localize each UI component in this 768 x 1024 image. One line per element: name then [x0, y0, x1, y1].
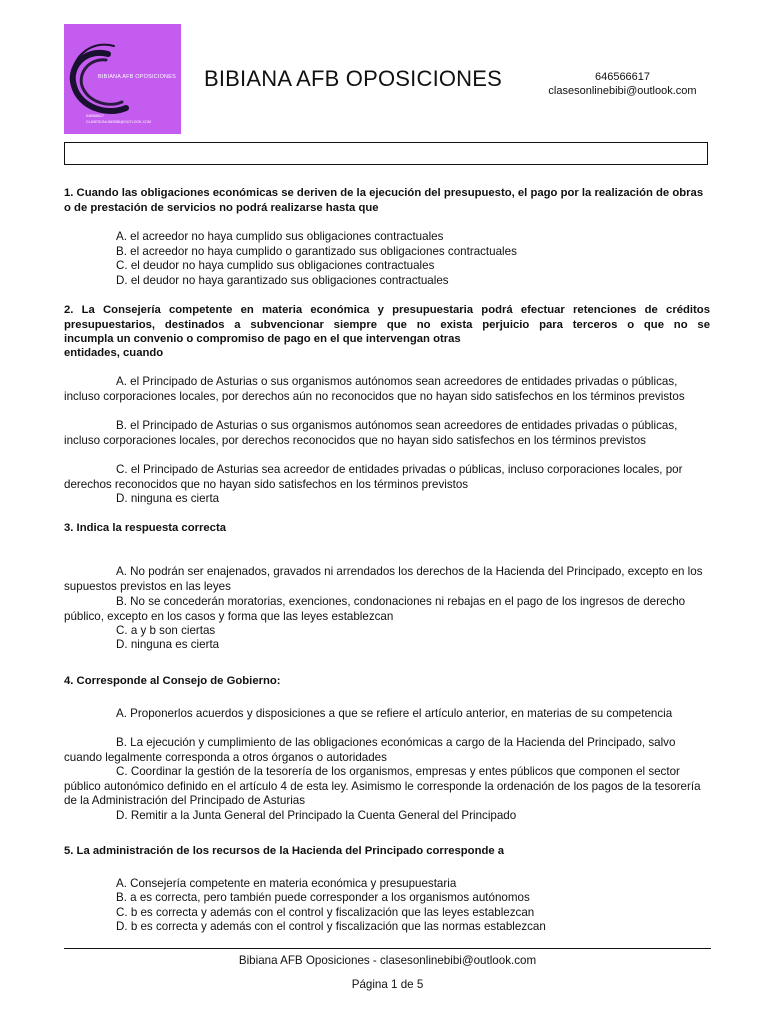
question-1-option-b: B. el acreedor no haya cumplido o garantizado sus obligaciones contractuales	[116, 245, 517, 258]
question-5-option-c: C. b es correcta y además con el control y fiscalización que las leyes establezcan	[116, 906, 535, 919]
question-2-option-c: C. el Principado de Asturias sea acreedor de entidades privadas o públicas, incluso corporaciones locales, por derechos reconocidos que no hayan sido satisfechos en los términos previstos	[64, 463, 683, 491]
logo-phone-text: 646566617	[86, 114, 104, 118]
logo-brand-text: BIBIANA AFB OPOSICIONES	[98, 74, 176, 80]
question-3-option-d: D. ninguna es cierta	[116, 638, 220, 651]
question-2-option-a: A. el Principado de Asturias o sus organismos autónomos sean acreedores de entidades privadas o públicas, incluso corporaciones locales, por derechos aún no reconocidos que no hayan sido satisfechos en los términos previstos	[64, 375, 685, 403]
question-4-option-c: C. Coordinar la gestión de la tesorería de los organismos, empresas y entes públicos que componen el sector público autonómico definido en el artículo 4 de esta ley. Asimismo le corresponde la ordenación de los pagos de la tesorería de la Administración del Principado de Asturias	[64, 765, 701, 808]
question-5-option-a: A. Consejería competente en materia económica y presupuestaria	[116, 877, 457, 890]
header-phone: 646566617	[594, 71, 651, 83]
question-2-option-d: D. ninguna es cierta	[116, 492, 220, 505]
document-title: BIBIANA AFB OPOSICIONES	[204, 66, 503, 91]
question-1-text: 1. Cuando las obligaciones económicas se deriven de la ejecución del presupuesto, el pago por la realización de obras o de prestación de servicios no podrá realizarse hasta que	[64, 187, 704, 214]
question-4-text: 4. Corresponde al Consejo de Gobierno:	[64, 675, 281, 687]
logo	[64, 24, 181, 134]
question-4-option-a: A. Proponerlos acuerdos y disposiciones a que se refiere el artículo anterior, en materias de su competencia	[116, 707, 673, 720]
question-5-option-d: D. b es correcta y además con el control y fiscalización que las normas establezcan	[116, 920, 546, 933]
question-5-text: 5. La administración de los recursos de la Hacienda del Principado corresponde a	[64, 845, 505, 857]
question-3-option-c: C. a y b son ciertas	[116, 624, 216, 637]
question-2-text-line-1: 2. La Consejería competente en materia económica y presupuestaria podrá efectuar retenciones de créditos	[64, 304, 710, 316]
question-1-option-a: A. el acreedor no haya cumplido sus obligaciones contractuales	[116, 230, 444, 243]
footer-divider	[64, 948, 711, 949]
logo-email-text: CLASESONLINEBIBI@OUTLOOK.COM	[86, 120, 151, 124]
question-3-option-b: B. No se concederán moratorias, exenciones, condonaciones ni rebajas en el pago de los ingresos de derecho público, excepto en los casos y forma que las leyes establezcan	[64, 595, 686, 623]
header-email: clasesonlinebibi@outlook.com	[548, 85, 697, 97]
question-4-option-b: B. La ejecución y cumplimiento de las obligaciones económicas a cargo de la Hacienda del Principado, salvo cuando legalmente corresponda a otros órganos o autoridades	[64, 736, 676, 764]
question-3-option-a: A. No podrán ser enajenados, gravados ni arrendados los derechos de la Hacienda del Principado, excepto en los supuestos previstos en las leyes	[64, 565, 703, 593]
question-4-option-d: D. Remitir a la Junta General del Principado la Cuenta General del Principado	[116, 809, 517, 822]
question-1-option-d: D. el deudor no haya garantizado sus obligaciones contractuales	[116, 274, 449, 287]
header-contact	[530, 70, 715, 98]
question-1-option-c: C. el deudor no haya cumplido sus obligaciones contractuales	[116, 259, 435, 272]
question-2-option-b: B. el Principado de Asturias o sus organismos autónomos sean acreedores de entidades privadas o públicas, incluso corporaciones locales, por derechos reconocidos que no hayan sido satisfechos en los términos previstos	[64, 419, 678, 447]
empty-title-box	[64, 142, 708, 165]
page-number: Página 1 de 5	[351, 978, 424, 991]
question-2-text-line-4: entidades, cuando	[64, 347, 164, 359]
question-2-text-line-3: incumpla un convenio o compromiso de pago en el que intervengan otras	[64, 333, 461, 345]
question-5-option-b: B. a es correcta, pero también puede corresponder a los organismos autónomos	[116, 891, 530, 904]
footer-text: Bibiana AFB Oposiciones - clasesonlinebibi@outlook.com	[238, 954, 537, 967]
question-2-text-line-2: presupuestarios, destinados a subvencionar siempre que no exista perjuicio para terceros o que no se	[64, 319, 710, 331]
question-3-text: 3. Indica la respuesta correcta	[64, 522, 227, 534]
